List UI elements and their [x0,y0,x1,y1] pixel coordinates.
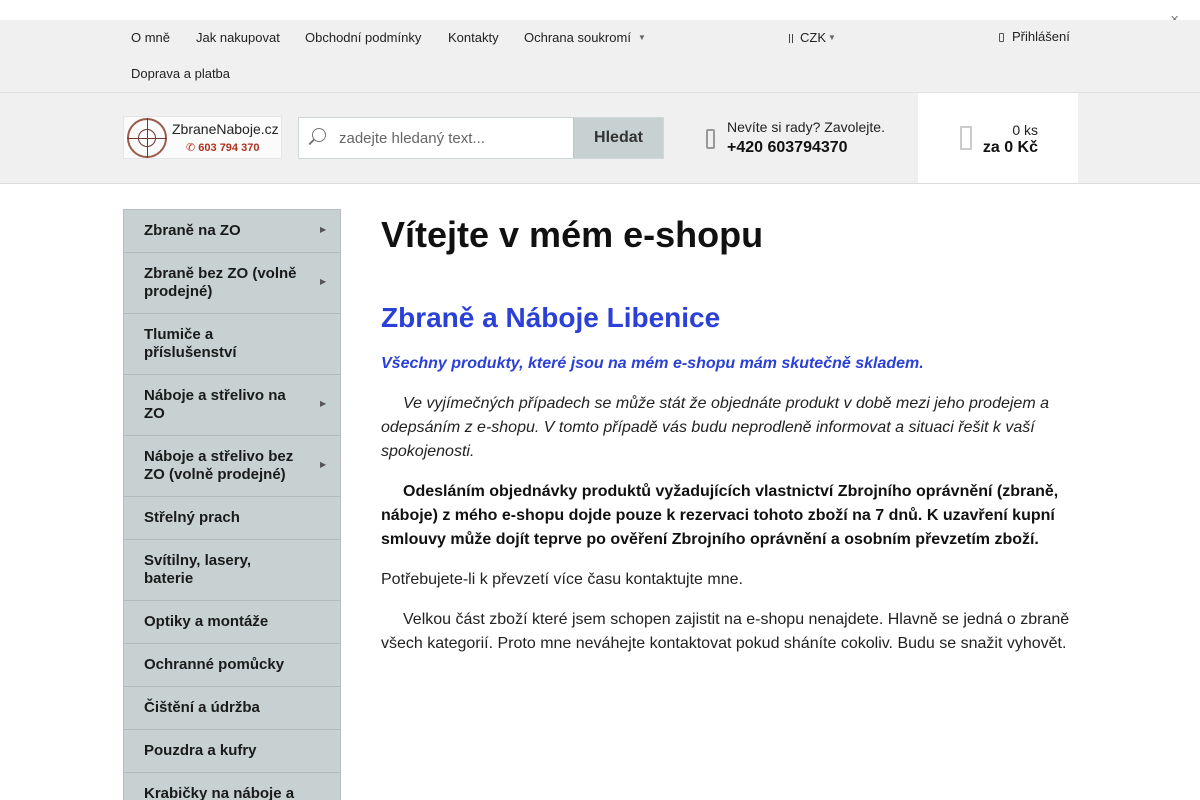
logo-brand-text: ZbraneNaboje.cz [172,121,279,137]
logo-phone-text: ✆ 603 794 370 [186,142,260,154]
currency-label: CZK [800,30,826,45]
paragraph-availability: Ve vyjímečných případech se může stát že objednáte produkt v době mezi jeho prodejem a odepsáním z e-shopu. V tomto případě vás budu neprodleně informovat a situaci řešit k vaší spokojenosti. [381,395,1049,460]
nav-link-privacy[interactable] [524,30,646,45]
top-navigation [0,20,1200,93]
login-label: Přihlášení [1012,29,1070,44]
sidebar-item-label: Zbraně bez ZO (volně prodejné) [144,265,297,300]
sidebar-item-label: Čištění a údržba [144,699,260,716]
sidebar-item-ammo-free[interactable] [124,436,340,497]
page-title: Vítejte v mém e-shopu [381,214,764,255]
phone-icon [706,129,715,149]
site-logo[interactable] [123,116,282,159]
sidebar-item-protection[interactable] [124,644,340,687]
sidebar-item-label: Pouzdra a kufry [144,742,257,759]
sidebar-item-label: Ochranné pomůcky [144,656,285,673]
cart-total: za 0 Kč [982,139,1038,156]
currency-selector[interactable] [789,30,836,45]
sidebar-item-optics[interactable] [124,601,340,644]
search-box [298,117,664,159]
login-link[interactable] [999,29,1070,44]
sidebar-item-ammo-license[interactable] [124,375,340,436]
sidebar-item-guns-license[interactable] [124,210,340,253]
sidebar-item-label: Náboje a střelivo na ZO [144,387,286,422]
cart-widget[interactable] [918,93,1078,183]
sidebar-item-label: Svítilny, lasery, baterie [144,552,251,587]
sidebar-item-guns-free[interactable] [124,253,340,314]
sidebar-item-ammo-boxes[interactable] [124,773,340,800]
sidebar-item-lights[interactable] [124,540,340,601]
nav-link-terms[interactable]: Obchodní podmínky [305,30,422,45]
chevron-right-icon: ▶ [320,399,327,408]
chevron-right-icon: ▶ [320,460,327,469]
paragraph-contact: Velkou část zboží které jsem schopen zajistit na e-shopu nenajdete. Hlavně se jedná o zbraně všech kategorií. Proto mne neváhejte kontaktovat pokud sháníte cokoliv. Budu se snažit vyhovět. [381,611,1070,652]
sidebar-item-label: Náboje a střelivo bez ZO (volně prodejné) [144,448,294,483]
sidebar-item-label: Krabičky na náboje a [144,785,295,800]
search-input[interactable] [339,127,569,149]
nav-link-privacy-label: Ochrana soukromí [524,30,631,45]
contact-question: Nevíte si rady? Zavolejte. [727,119,885,135]
sidebar-item-label: Tlumiče a příslušenství [144,326,237,361]
nav-link-how-to-buy[interactable]: Jak nakupovat [196,30,280,45]
paragraph-pickup: Potřebujete-li k převzetí více času kontaktujte mne. [381,571,743,588]
search-button[interactable]: Hledat [573,118,663,158]
sidebar-item-cases[interactable] [124,730,340,773]
sidebar-item-label: Střelný prach [144,509,240,526]
cart-icon [960,126,972,150]
sidebar-item-label: Optiky a montáže [144,613,269,630]
nav-link-shipping[interactable]: Doprava a platba [131,66,231,81]
nav-link-contacts[interactable]: Kontakty [448,30,499,45]
lead-text: Všechny produkty, které jsou na mém e-shopu mám skutečně skladem. [381,355,924,372]
category-sidebar [123,209,341,800]
nav-link-about[interactable]: O mně [131,30,171,45]
chevron-right-icon: ▶ [320,277,327,286]
shop-subtitle: Zbraně a Náboje Libenice [381,302,721,333]
sidebar-item-label: Zbraně na ZO [144,222,241,239]
sidebar-item-cleaning[interactable] [124,687,340,730]
site-header [0,93,1200,184]
search-icon [312,128,326,142]
chevron-right-icon: ▶ [320,225,327,234]
cart-quantity: 0 ks [1012,122,1038,138]
sidebar-item-gunpowder[interactable] [124,497,340,540]
currency-icon [789,34,793,43]
chevron-down-icon: ▼ [828,33,836,42]
sidebar-item-suppressors[interactable] [124,314,340,375]
paragraph-reservation: Odesláním objednávky produktů vyžadujících vlastnictví Zbrojního oprávnění (zbraně, náboje) z mého e-shopu dojde pouze k rezervaci tohoto zboží na 7 dnů. K uzavření kupní smlouvy může dojít teprve po ověření Zbrojního oprávnění a osobním převzetím zboží. [381,483,1059,548]
crosshair-icon [127,118,167,158]
contact-phone-number[interactable]: +420 603794370 [727,139,848,156]
user-icon [999,33,1004,42]
chevron-down-icon: ▼ [637,33,646,42]
